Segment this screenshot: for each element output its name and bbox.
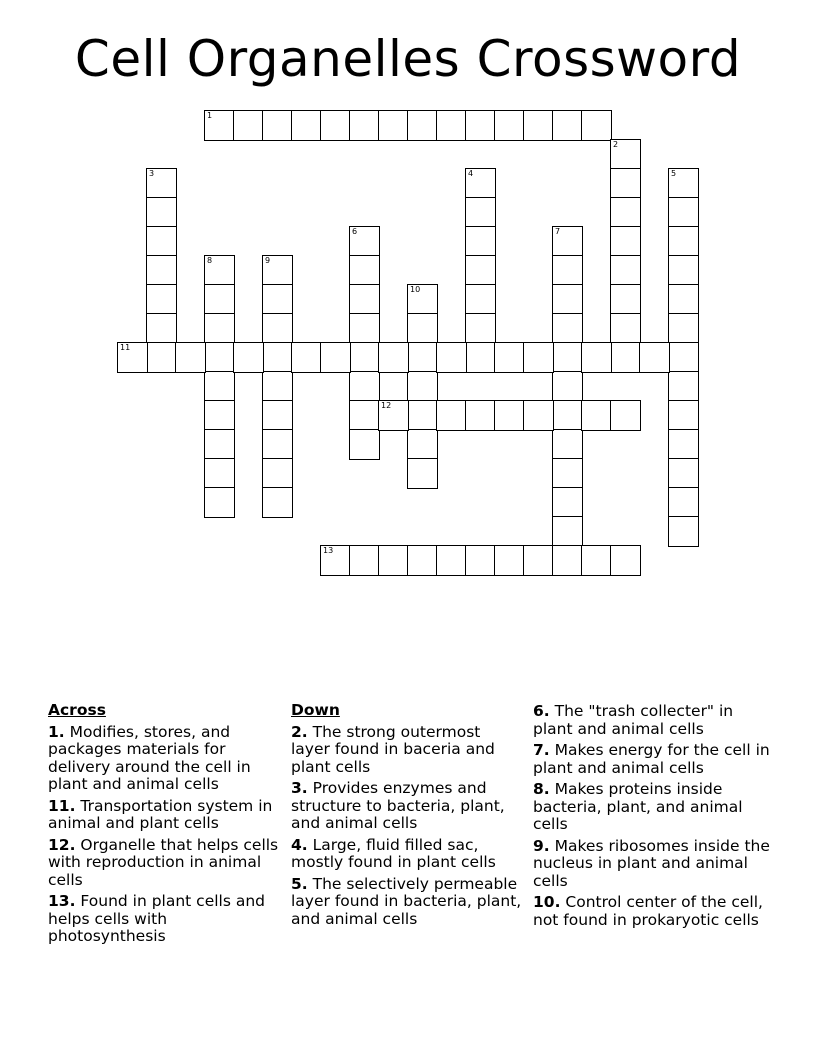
- grid-cell[interactable]: [320, 342, 351, 373]
- grid-cell[interactable]: [407, 110, 438, 141]
- clue-text: Modifies, stores, and packages materials for delivery around the cell in plant and animal cells: [48, 722, 251, 793]
- clue-number: 13.: [48, 892, 76, 910]
- grid-cell[interactable]: [668, 429, 699, 460]
- grid-cell[interactable]: [146, 342, 177, 373]
- grid-cell[interactable]: [668, 168, 699, 199]
- clue-number: 3.: [291, 779, 308, 797]
- clue-number: 12.: [48, 835, 76, 854]
- grid-cell[interactable]: [552, 342, 583, 373]
- clue-number-label: 9: [265, 256, 271, 265]
- grid-cell[interactable]: [668, 197, 699, 228]
- grid-cell[interactable]: [204, 255, 235, 286]
- grid-cell[interactable]: [204, 313, 235, 344]
- grid-cell[interactable]: [349, 313, 380, 344]
- clue-item: [533, 838, 773, 891]
- grid-cell[interactable]: [262, 313, 293, 344]
- grid-cell[interactable]: [610, 168, 641, 199]
- clue-item: [48, 724, 280, 794]
- grid-cell[interactable]: [494, 545, 525, 576]
- grid-cell[interactable]: [610, 400, 641, 431]
- grid-cell[interactable]: [610, 139, 641, 170]
- grid-cell[interactable]: [552, 545, 583, 576]
- grid-cell[interactable]: [262, 284, 293, 315]
- clue-item: [533, 742, 773, 777]
- down-clues-col1: [291, 702, 523, 932]
- clue-number-label: 2: [613, 140, 619, 149]
- grid-cell[interactable]: [668, 255, 699, 286]
- grid-cell[interactable]: [349, 342, 380, 373]
- grid-cell[interactable]: [204, 371, 235, 402]
- grid-cell[interactable]: [378, 342, 409, 373]
- grid-cell[interactable]: [407, 458, 438, 489]
- grid-cell[interactable]: [349, 371, 380, 402]
- grid-cell[interactable]: [262, 255, 293, 286]
- clue-number: 7.: [533, 741, 550, 759]
- grid-cell[interactable]: [146, 197, 177, 228]
- grid-cell[interactable]: [146, 255, 177, 286]
- grid-cell[interactable]: [407, 284, 438, 315]
- grid-cell[interactable]: [262, 342, 293, 373]
- grid-cell[interactable]: [204, 487, 235, 518]
- grid-cell[interactable]: [407, 400, 438, 431]
- clue-text: Makes proteins inside bacteria, plant, and animal cells: [533, 780, 743, 833]
- clue-text: Transportation system in animal and plant cells: [48, 796, 273, 832]
- clue-item: [291, 724, 523, 777]
- grid-cell[interactable]: [465, 284, 496, 315]
- grid-cell[interactable]: [262, 110, 293, 141]
- clue-number-label: 12: [381, 401, 392, 410]
- grid-cell[interactable]: [668, 487, 699, 518]
- grid-cell[interactable]: [204, 284, 235, 315]
- grid-cell[interactable]: [494, 110, 525, 141]
- clue-number-label: 3: [149, 169, 155, 178]
- clue-number: 5.: [291, 874, 308, 893]
- grid-cell[interactable]: [262, 371, 293, 402]
- clue-text: Provides enzymes and structure to bacteria, plant, and animal cells: [291, 779, 505, 832]
- grid-cell[interactable]: [349, 255, 380, 286]
- grid-cell[interactable]: [262, 429, 293, 460]
- clue-number: 11.: [48, 796, 76, 815]
- grid-cell[interactable]: [465, 255, 496, 286]
- grid-cell[interactable]: [349, 284, 380, 315]
- grid-cell[interactable]: [262, 458, 293, 489]
- clue-text: Control center of the cell, not found in prokaryotic cells: [533, 893, 763, 929]
- grid-cell[interactable]: [552, 110, 583, 141]
- clue-number-label: 5: [671, 169, 677, 178]
- grid-cell[interactable]: [465, 400, 496, 431]
- clue-item: [291, 876, 523, 929]
- clue-number: 2.: [291, 722, 308, 741]
- clue-number: 4.: [291, 835, 308, 854]
- grid-cell[interactable]: [436, 342, 467, 373]
- grid-cell[interactable]: [581, 110, 612, 141]
- grid-cell[interactable]: [465, 545, 496, 576]
- grid-cell[interactable]: [436, 400, 467, 431]
- grid-cell[interactable]: [436, 110, 467, 141]
- grid-cell[interactable]: [204, 110, 235, 141]
- clue-number: 6.: [533, 702, 550, 720]
- grid-cell[interactable]: [204, 342, 235, 373]
- clue-number: 1.: [48, 722, 65, 741]
- grid-cell[interactable]: [610, 284, 641, 315]
- grid-cell[interactable]: [465, 342, 496, 373]
- grid-cell[interactable]: [552, 284, 583, 315]
- clue-number-label: 6: [352, 227, 358, 236]
- clue-number-label: 13: [323, 546, 334, 555]
- page-title: Cell Organelles Crossword: [74, 30, 742, 88]
- grid-cell[interactable]: [523, 400, 554, 431]
- grid-cell[interactable]: [465, 110, 496, 141]
- grid-cell[interactable]: [610, 342, 641, 373]
- grid-cell[interactable]: [465, 226, 496, 257]
- grid-cell[interactable]: [407, 429, 438, 460]
- grid-cell[interactable]: [552, 226, 583, 257]
- grid-cell[interactable]: [436, 545, 467, 576]
- grid-cell[interactable]: [523, 342, 554, 373]
- grid-cell[interactable]: [175, 342, 206, 373]
- grid-cell[interactable]: [465, 197, 496, 228]
- clue-item: [48, 893, 280, 946]
- clue-text: Makes ribosomes inside the nucleus in plant and animal cells: [533, 836, 770, 890]
- clue-item: [533, 894, 773, 929]
- grid-cell[interactable]: [146, 284, 177, 315]
- clue-text: Makes energy for the cell in plant and animal cells: [533, 741, 770, 777]
- grid-cell[interactable]: [146, 168, 177, 199]
- grid-cell[interactable]: [552, 313, 583, 344]
- grid-cell[interactable]: [668, 516, 699, 547]
- grid-cell[interactable]: [523, 545, 554, 576]
- grid-cell[interactable]: [552, 458, 583, 489]
- grid-cell[interactable]: [320, 545, 351, 576]
- grid-cell[interactable]: [349, 400, 380, 431]
- clue-item: [533, 703, 773, 738]
- grid-cell[interactable]: [552, 400, 583, 431]
- grid-cell[interactable]: [146, 226, 177, 257]
- clue-number-label: 11: [120, 343, 131, 352]
- grid-cell[interactable]: [349, 545, 380, 576]
- grid-cell[interactable]: [407, 545, 438, 576]
- clue-text: Large, fluid filled sac, mostly found in plant cells: [291, 835, 496, 871]
- clue-text: The strong outermost layer found in baceria and plant cells: [291, 722, 495, 776]
- clue-number-label: 10: [410, 285, 421, 294]
- clue-text: Found in plant cells and helps cells with photosynthesis: [48, 892, 266, 945]
- clue-number-label: 1: [207, 111, 213, 120]
- grid-cell[interactable]: [291, 342, 322, 373]
- grid-cell[interactable]: [378, 545, 409, 576]
- clue-number: 9.: [533, 836, 550, 855]
- grid-cell[interactable]: [610, 545, 641, 576]
- grid-cell[interactable]: [523, 110, 554, 141]
- grid-cell[interactable]: [552, 429, 583, 460]
- clue-number-label: 7: [555, 227, 561, 236]
- down-heading: Down: [291, 701, 340, 719]
- grid-cell[interactable]: [668, 458, 699, 489]
- grid-cell[interactable]: [349, 226, 380, 257]
- clue-text: The selectively permeable layer found in bacteria, plant, and animal cells: [291, 874, 522, 928]
- grid-cell[interactable]: [233, 110, 264, 141]
- grid-cell[interactable]: [465, 168, 496, 199]
- clue-item: [291, 837, 523, 872]
- grid-cell[interactable]: [465, 313, 496, 344]
- across-heading: Across: [48, 701, 106, 719]
- grid-cell[interactable]: [610, 226, 641, 257]
- clue-number-label: 8: [207, 256, 213, 265]
- grid-cell[interactable]: [204, 429, 235, 460]
- grid-cell[interactable]: [668, 313, 699, 344]
- clue-item: [48, 798, 280, 833]
- grid-cell[interactable]: [378, 400, 409, 431]
- clue-number-label: 4: [468, 169, 474, 178]
- grid-cell[interactable]: [668, 400, 699, 431]
- grid-cell[interactable]: [668, 284, 699, 315]
- grid-cell[interactable]: [204, 458, 235, 489]
- grid-cell[interactable]: [581, 342, 612, 373]
- across-clues: [48, 702, 280, 950]
- grid-cell[interactable]: [262, 487, 293, 518]
- clue-item: [291, 780, 523, 833]
- grid-cell[interactable]: [349, 110, 380, 141]
- grid-cell[interactable]: [262, 400, 293, 431]
- grid-cell[interactable]: [407, 342, 438, 373]
- grid-cell[interactable]: [146, 313, 177, 344]
- grid-cell[interactable]: [494, 400, 525, 431]
- grid-cell[interactable]: [668, 371, 699, 402]
- clue-text: The "trash collecter" in plant and animal cells: [533, 702, 734, 738]
- grid-cell[interactable]: [204, 400, 235, 431]
- grid-cell[interactable]: [610, 197, 641, 228]
- grid-cell[interactable]: [552, 255, 583, 286]
- clue-item: [48, 837, 280, 890]
- grid-cell[interactable]: [233, 342, 264, 373]
- grid-cell[interactable]: [407, 313, 438, 344]
- clue-text: Organelle that helps cells with reproduction in animal cells: [48, 835, 279, 889]
- clue-number: 10.: [533, 893, 561, 911]
- grid-cell[interactable]: [349, 429, 380, 460]
- grid-cell[interactable]: [639, 342, 670, 373]
- grid-cell[interactable]: [320, 110, 351, 141]
- grid-cell[interactable]: [610, 255, 641, 286]
- grid-cell[interactable]: [378, 110, 409, 141]
- grid-cell[interactable]: [610, 313, 641, 344]
- grid-cell[interactable]: [668, 226, 699, 257]
- grid-cell[interactable]: [552, 516, 583, 547]
- grid-cell[interactable]: [494, 342, 525, 373]
- grid-cell[interactable]: [117, 342, 148, 373]
- grid-cell[interactable]: [552, 487, 583, 518]
- grid-cell[interactable]: [668, 342, 699, 373]
- grid-cell[interactable]: [291, 110, 322, 141]
- down-clues-col2: [533, 703, 773, 933]
- clue-item: [533, 781, 773, 834]
- grid-cell[interactable]: [407, 371, 438, 402]
- grid-cell[interactable]: [581, 400, 612, 431]
- grid-cell[interactable]: [552, 371, 583, 402]
- grid-cell[interactable]: [581, 545, 612, 576]
- clue-number: 8.: [533, 780, 550, 798]
